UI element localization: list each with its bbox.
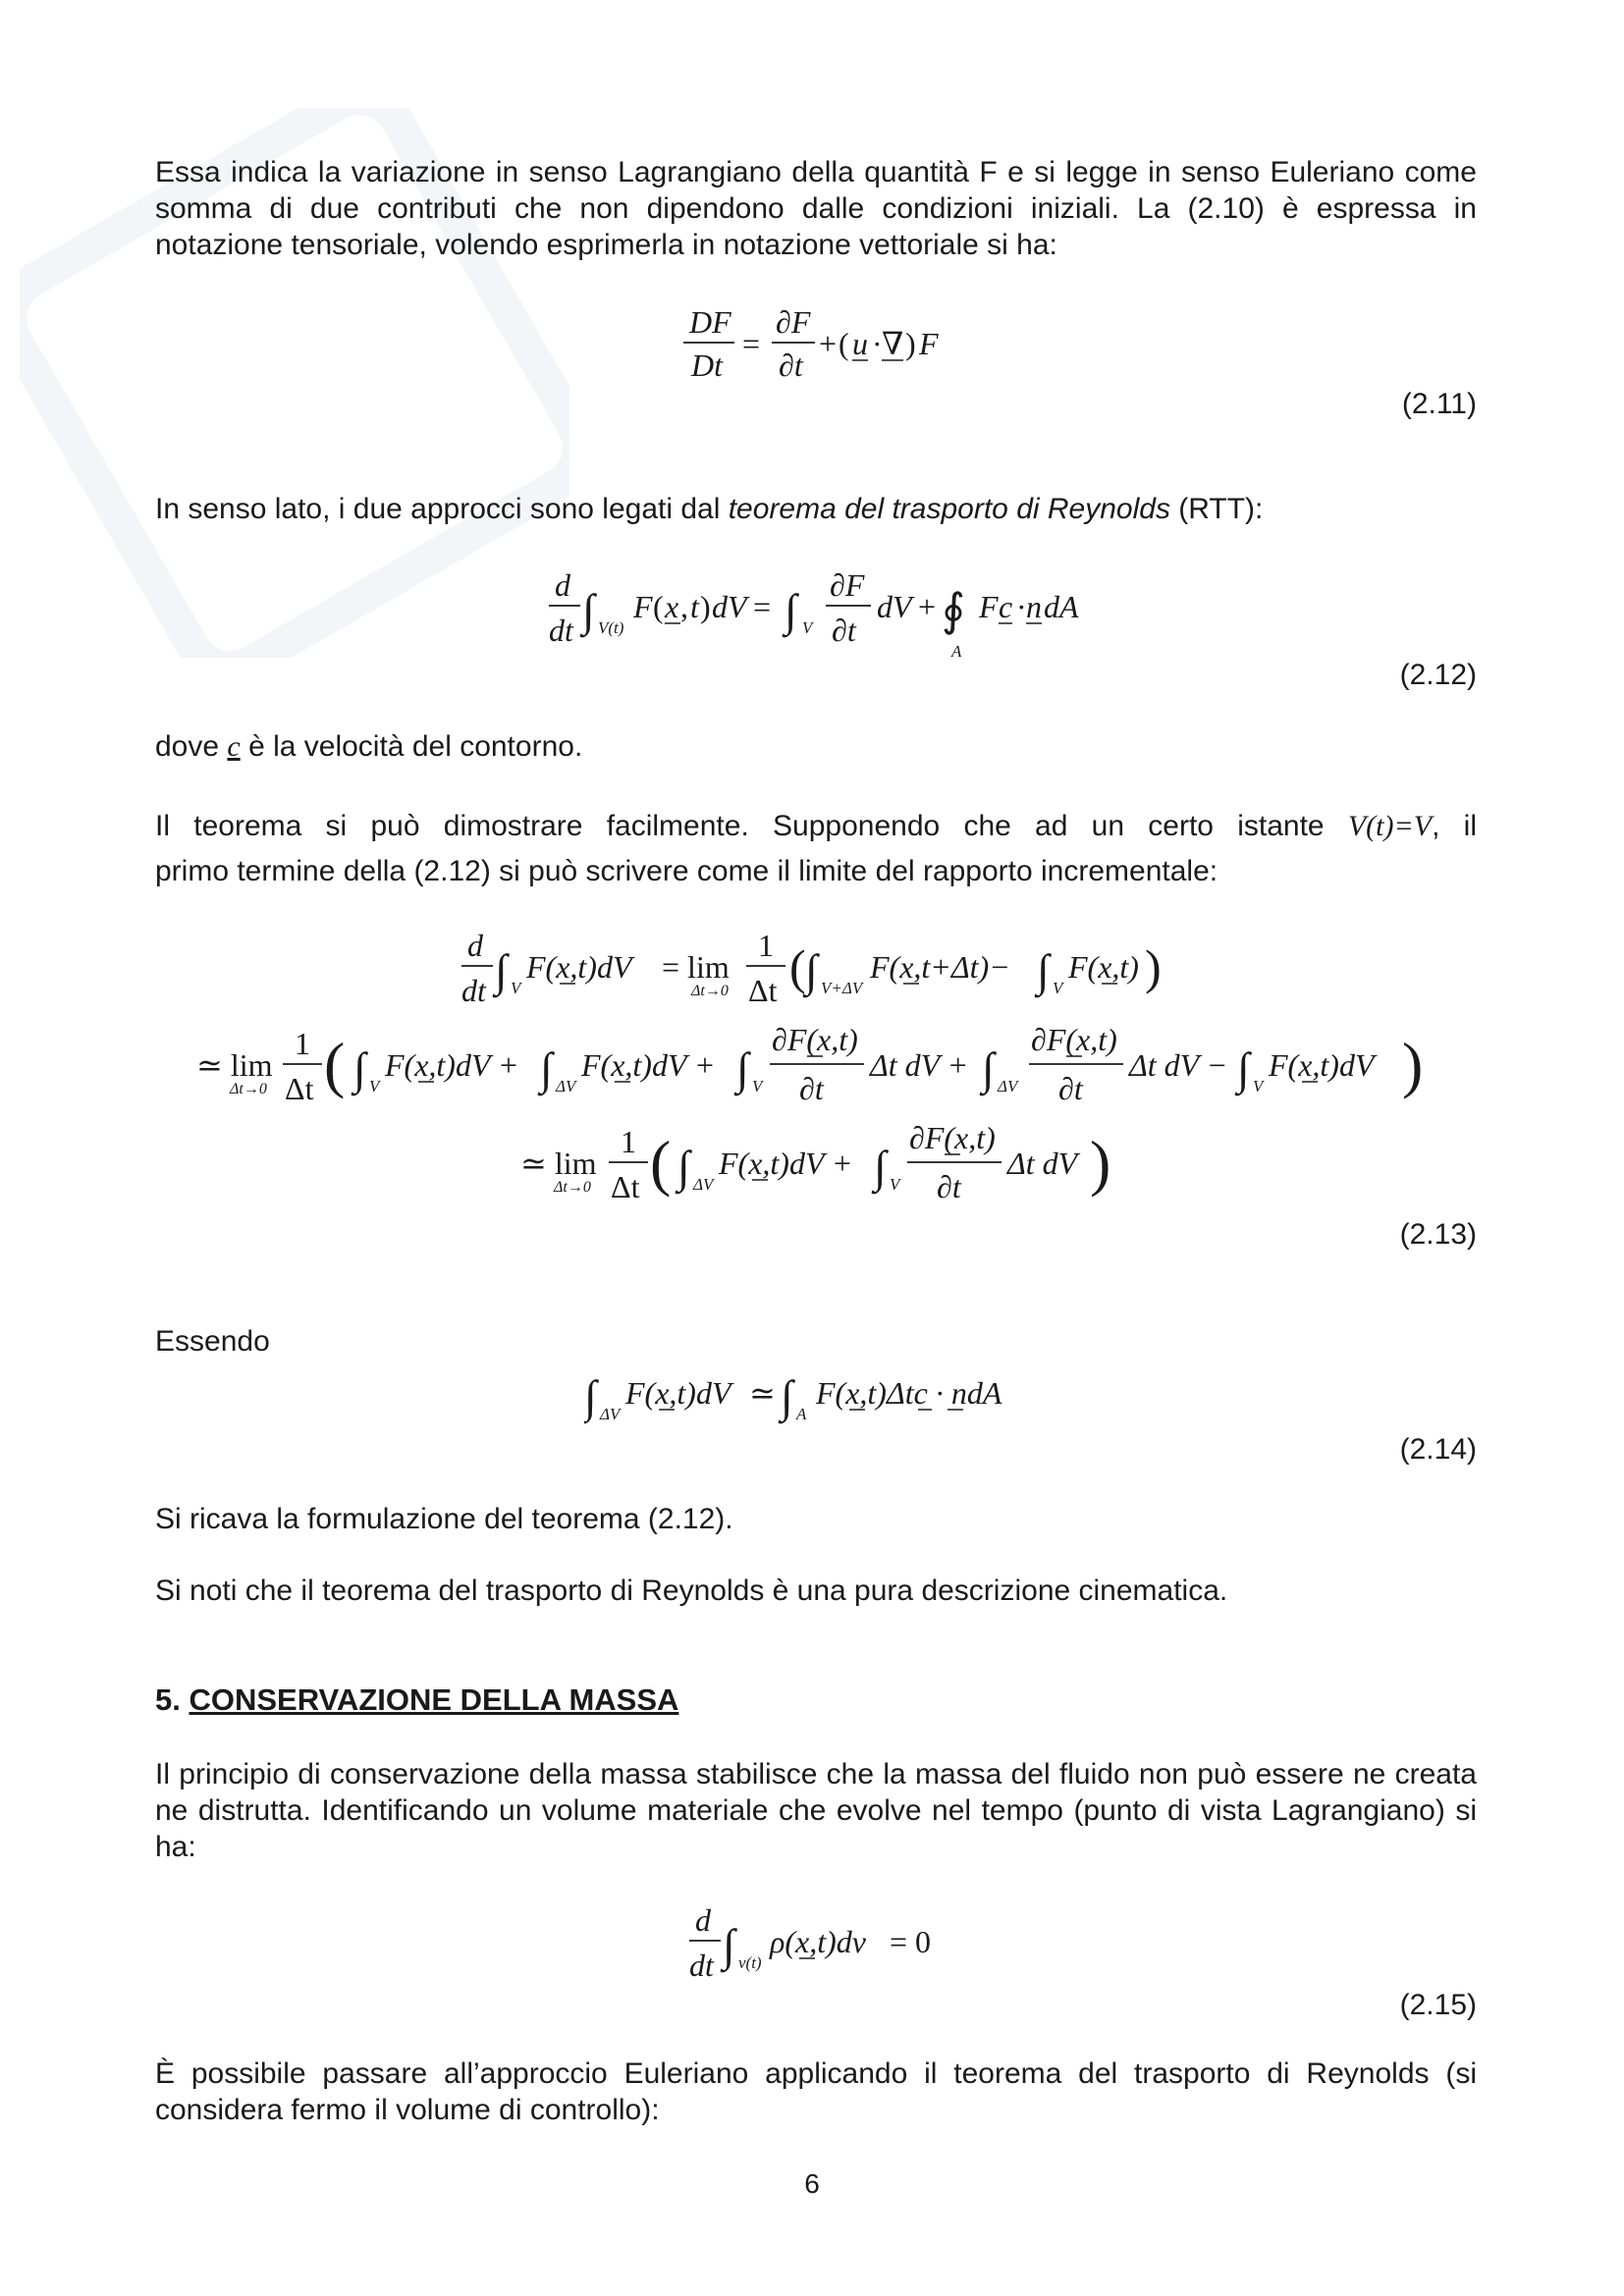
svg-text:∂F(x,t): ∂F(x,t) — [772, 1022, 858, 1057]
svg-text:∂F(x,t): ∂F(x,t) — [909, 1120, 996, 1155]
paragraph-euleriano: È possibile passare all’approccio Euleriano applicando il teorema del trasporto di Reynolds (si considera fermo il volume di controllo): — [155, 2057, 1477, 2126]
equation-number-2-14: (2.14) — [1399, 1433, 1477, 1466]
svg-text:= lim: = lim — [662, 949, 730, 985]
svg-text:∫: ∫ — [495, 945, 508, 995]
svg-text:·: · — [1016, 589, 1027, 624]
svg-text:1: 1 — [621, 1124, 636, 1159]
svg-text:t: t — [690, 589, 699, 624]
svg-text:∫: ∫ — [1237, 1043, 1250, 1094]
svg-text:∫: ∫ — [723, 1920, 735, 1970]
svg-text:(: ( — [839, 326, 849, 361]
svg-text:d: d — [695, 1902, 711, 1938]
svg-text:): ) — [1090, 1128, 1111, 1198]
svg-text:Δt dV: Δt dV — [1007, 1146, 1078, 1181]
svg-text:∂t: ∂t — [832, 613, 856, 648]
paragraph-mass-conservation: Il principio di conservazione della massa stabilisce che la massa del fluido non può essere ne creata ne distrutta. Identificando un volume materiale che evolve nel tempo (punto di vista Lagrangiano) si ha: — [155, 1758, 1477, 1863]
paragraph-ricava: Si ricava la formulazione del teorema (2.12). — [155, 1503, 733, 1535]
svg-text:∫: ∫ — [540, 1043, 553, 1094]
svg-text:= 0: = 0 — [890, 1924, 932, 1959]
paragraph-proof-line2: primo termine della (2.12) si può scrivere come il limite del rapporto incrementale: — [155, 855, 1218, 887]
svg-text:∂t: ∂t — [1058, 1071, 1083, 1106]
svg-text:V: V — [369, 1077, 380, 1095]
svg-text:Δt: Δt — [748, 973, 778, 1008]
svg-text:F(x,t)dV: F(x,t)dV — [625, 1375, 731, 1411]
svg-text:dt: dt — [549, 613, 573, 648]
paragraph-proof-line1 — [155, 808, 1477, 844]
svg-text:Δt: Δt — [285, 1071, 314, 1106]
svg-text:V: V — [752, 1077, 763, 1095]
svg-text:∇: ∇ — [882, 326, 904, 361]
svg-text:V: V — [1253, 1077, 1264, 1095]
svg-text:∫: ∫ — [353, 1043, 366, 1094]
svg-text:∫: ∫ — [1037, 945, 1050, 995]
svg-text:(: ( — [789, 939, 806, 994]
svg-text:d: d — [467, 928, 483, 963]
svg-text:∫: ∫ — [785, 585, 797, 635]
svg-text:≃ lim: ≃ lim — [520, 1146, 597, 1181]
svg-text:): ) — [700, 589, 711, 624]
svg-text:ΔV: ΔV — [556, 1077, 576, 1095]
svg-text:d: d — [555, 567, 570, 603]
paragraph-cinematica: Si noti che il teorema del trasporto di Reynolds è una pura descrizione cinematica. — [155, 1575, 1228, 1607]
svg-text:F(x,t)dV: F(x,t)dV — [1269, 1047, 1375, 1083]
svg-text:1: 1 — [295, 1026, 310, 1061]
svg-text:ΔV: ΔV — [693, 1175, 714, 1194]
svg-text:∂t: ∂t — [779, 347, 803, 383]
svg-text:Δt→0: Δt→0 — [554, 1179, 591, 1196]
svg-text:v(t): v(t) — [738, 1953, 762, 1972]
svg-text:F(x,t)dV +: F(x,t)dV + — [719, 1146, 853, 1181]
svg-text:·: · — [872, 326, 883, 361]
svg-text:DF: DF — [689, 304, 731, 340]
svg-text:∮: ∮ — [942, 585, 965, 635]
svg-text:Dt: Dt — [691, 347, 723, 383]
svg-text:∂F: ∂F — [830, 567, 865, 603]
equation-number-2-11: (2.11) — [1401, 388, 1477, 420]
paragraph-intro: Essa indica la variazione in senso Lagrangiano della quantità F e si legge in senso Euleriano come somma di due contributi che non dipendono dalle condizioni iniziali. La (2.10) è espressa in notazione tensoriale, volendo esprimerla in notazione vettoriale si ha: — [155, 156, 1477, 261]
svg-text:Δt→0: Δt→0 — [230, 1081, 267, 1097]
svg-text:ρ(x,t)dv: ρ(x,t)dv — [770, 1924, 866, 1959]
svg-text:+: + — [918, 589, 937, 624]
svg-text:V: V — [1053, 979, 1063, 997]
svg-text:F: F — [919, 326, 939, 361]
equation-2-11 — [677, 299, 972, 388]
paragraph-contour — [155, 728, 1477, 765]
svg-text:A: A — [796, 1405, 807, 1423]
svg-text:(: ( — [324, 1030, 346, 1099]
svg-text:F(x,t): F(x,t) — [1068, 949, 1139, 985]
svg-text:V: V — [802, 618, 813, 637]
svg-text:V: V — [511, 979, 521, 997]
rtt-italic: teorema del trasporto di Reynolds — [728, 493, 1170, 525]
var-c: c — [227, 730, 241, 763]
svg-text:F(x,t)dV +: F(x,t)dV + — [581, 1047, 716, 1083]
svg-text:∂t: ∂t — [937, 1169, 961, 1204]
svg-text:1: 1 — [758, 928, 774, 963]
svg-text:F: F — [633, 589, 653, 624]
text-run: (RTT): — [1169, 493, 1264, 525]
svg-text:V(t): V(t) — [598, 618, 624, 637]
svg-text:c: c — [999, 589, 1013, 624]
equation-number-2-12: (2.12) — [1399, 659, 1477, 691]
svg-text:): ) — [1145, 939, 1162, 994]
text-run: Il teorema si può dimostrare facilmente. Supponendo che ad un certo istante — [155, 810, 1348, 842]
inline-math-vt: V(t)=V — [1347, 810, 1433, 842]
svg-text:dV: dV — [877, 589, 912, 624]
svg-text:(: ( — [653, 589, 664, 624]
svg-text:,: , — [680, 589, 688, 624]
svg-text:dt: dt — [689, 1948, 714, 1983]
svg-text:dt: dt — [461, 973, 486, 1008]
section-title: CONSERVAZIONE DELLA MASSA — [189, 1682, 679, 1717]
svg-text:ΔV: ΔV — [998, 1077, 1018, 1095]
text-run: In senso lato, i due approcci sono legati dal — [155, 493, 729, 525]
svg-text:n: n — [1026, 589, 1042, 624]
svg-text:Δt: Δt — [611, 1169, 640, 1204]
svg-text:dV: dV — [712, 589, 747, 624]
svg-text:∫: ∫ — [805, 945, 818, 995]
svg-text:): ) — [905, 326, 916, 361]
svg-text:∂F(x,t): ∂F(x,t) — [1031, 1022, 1117, 1057]
text-run: dove — [155, 730, 228, 763]
equation-number-2-15: (2.15) — [1399, 1989, 1477, 2021]
equation-2-13 — [196, 923, 1473, 1217]
svg-text:∫: ∫ — [781, 1371, 793, 1421]
svg-text:∂t: ∂t — [799, 1071, 824, 1106]
svg-text:F(x,t)Δtc · ndA: F(x,t)Δtc · ndA — [816, 1375, 1002, 1411]
svg-text:A: A — [951, 642, 962, 661]
page-number: 6 — [804, 2168, 820, 2199]
svg-text:∫: ∫ — [582, 585, 595, 635]
section-heading — [155, 1682, 678, 1718]
svg-text:≃: ≃ — [749, 1375, 776, 1411]
svg-text:∫: ∫ — [677, 1142, 690, 1192]
svg-text:V+ΔV: V+ΔV — [821, 979, 863, 997]
svg-text:F: F — [979, 589, 999, 624]
svg-text:+: + — [819, 326, 838, 361]
svg-text:∫: ∫ — [982, 1043, 995, 1094]
svg-text:F(x,t)dV +: F(x,t)dV + — [385, 1047, 519, 1083]
svg-text:=: = — [742, 326, 761, 361]
text-run: è la velocità del contorno. — [248, 730, 583, 763]
svg-text:x: x — [665, 589, 679, 624]
equation-number-2-13: (2.13) — [1399, 1218, 1477, 1251]
svg-text:): ) — [1402, 1030, 1424, 1099]
svg-text:Δt dV +: Δt dV + — [870, 1047, 969, 1083]
text-run: , il — [1432, 810, 1477, 842]
svg-text:Δt dV −: Δt dV − — [1129, 1047, 1228, 1083]
svg-text:∂F: ∂F — [776, 304, 811, 340]
svg-text:F(x,t+Δt)−: F(x,t+Δt)− — [870, 949, 1010, 985]
svg-text:F(x,t)dV: F(x,t)dV — [526, 949, 632, 985]
svg-text:=: = — [753, 589, 772, 624]
svg-text:ΔV: ΔV — [600, 1405, 621, 1423]
section-number: 5. — [155, 1682, 181, 1717]
equation-2-14 — [584, 1364, 1075, 1433]
svg-text:dA: dA — [1044, 589, 1079, 624]
svg-text:V: V — [890, 1175, 900, 1194]
svg-text:u: u — [852, 326, 868, 361]
equation-2-12 — [545, 564, 1095, 663]
equation-2-15 — [687, 1899, 962, 1988]
paragraph-rtt — [155, 491, 1477, 527]
svg-text:Δt→0: Δt→0 — [691, 983, 729, 999]
svg-text:∫: ∫ — [584, 1371, 597, 1421]
svg-text:∫: ∫ — [736, 1043, 749, 1094]
svg-text:(: ( — [650, 1128, 672, 1198]
svg-text:≃ lim: ≃ lim — [196, 1047, 273, 1083]
paragraph-essendo: Essendo — [155, 1325, 270, 1358]
svg-text:∫: ∫ — [874, 1142, 887, 1192]
